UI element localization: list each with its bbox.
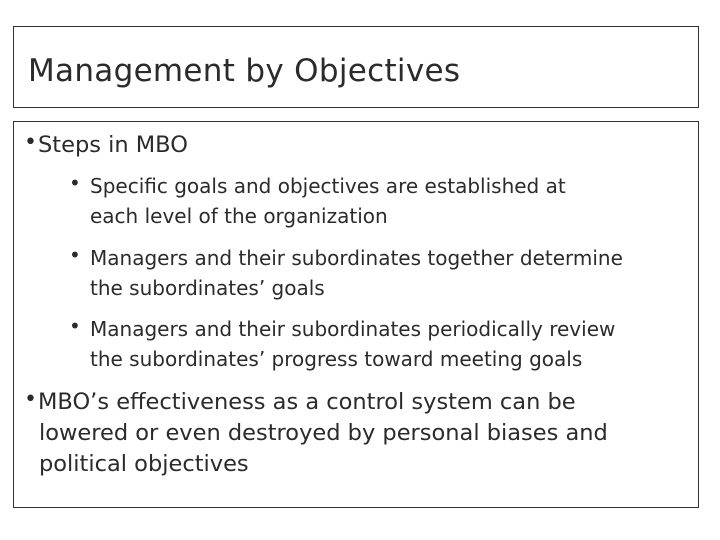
bullet-dot-icon: • [24, 130, 37, 155]
bullet-dot-icon: • [69, 171, 81, 195]
bullet-text: Steps in MBO [38, 132, 188, 158]
sub-bullet-line: Specific goals and objectives are established at [90, 174, 566, 198]
slide-title: Management by Objectives [28, 53, 461, 89]
bullet-dot-icon: • [69, 243, 81, 267]
sub-bullet-line: the subordinates’ progress toward meeting goals [90, 347, 583, 371]
bullet-dot-icon: • [24, 387, 37, 412]
bullet-line: political objectives [39, 451, 249, 477]
bullet-dot-icon: • [69, 314, 81, 338]
sub-bullet-line: Managers and their subordinates together determine [90, 246, 623, 270]
title-box [13, 26, 699, 108]
bullet-line: MBO’s effectiveness as a control system can be [38, 389, 576, 415]
bullet-line: lowered or even destroyed by personal biases and [39, 420, 608, 446]
sub-bullet-line: Managers and their subordinates periodically review [90, 317, 616, 341]
sub-bullet-line: each level of the organization [90, 204, 388, 228]
sub-bullet-line: the subordinates’ goals [90, 276, 325, 300]
content-box [13, 121, 699, 508]
